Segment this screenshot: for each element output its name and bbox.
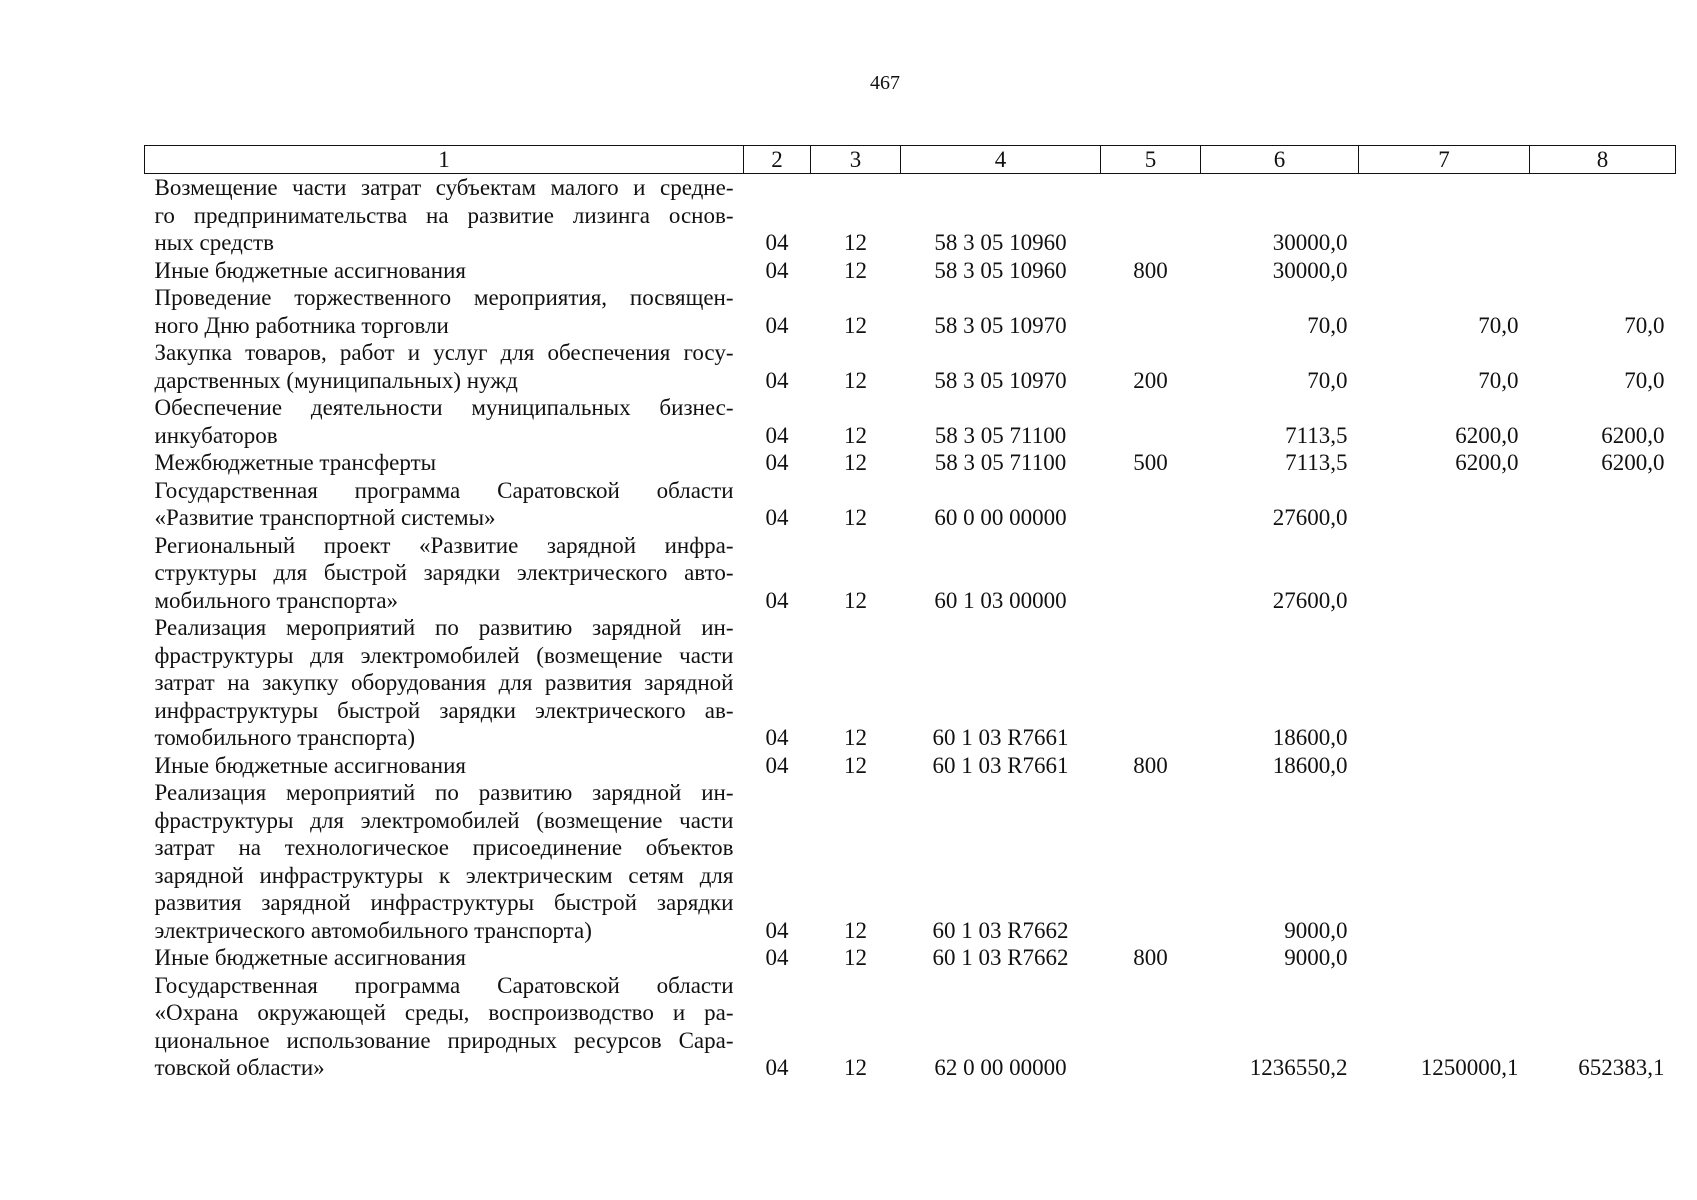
subsection-code: 12 [844,367,867,393]
table-row [145,394,1676,449]
description-line: томобильного транспорта) [154,725,416,750]
row-description [145,284,744,339]
description-line: развития зарядной инфраструктуры быстрой зарядки [154,890,734,915]
description-line: Проведение торжественного мероприятия, посвящен- [154,285,734,310]
column-header-3: 3 [811,146,901,174]
subsection-code: 12 [844,1055,867,1080]
amount-col6: 7113,5 [1285,450,1348,475]
table-body [145,174,1676,1082]
description-line: Возмещение части затрат субъектам малого и средне- [154,175,734,200]
description-line: «Охрана окружающей среды, воспроизводство и ра- [154,1000,734,1025]
amount-col7 [1359,257,1530,285]
column-header-8: 8 [1530,146,1676,174]
section-code: 04 [765,587,789,613]
amount-col7: 1250000,1 [1420,1055,1519,1080]
description-line: зарядной инфраструктуры к электрическим сетям для [154,862,734,888]
amount-col8 [1530,752,1676,780]
table-row [145,532,1676,615]
column-header-4: 4 [901,146,1101,174]
table-row [145,284,1676,339]
description-line: Закупка товаров, работ и услуг для обеспечения госу- [154,340,734,365]
description-line: мобильного транспорта» [154,587,399,613]
expense-type-code [1101,532,1201,615]
amount-col6: 70,0 [1307,367,1348,393]
subsection-code: 12 [844,945,867,970]
description-line: инкубаторов [154,422,278,448]
target-article-code: 60 1 03 00000 [934,587,1067,613]
amount-col6: 30000,0 [1272,257,1348,283]
description-line: Региональный проект «Развитие зарядной инфра- [154,532,734,558]
description-line: циональное использование природных ресурсов Сара- [154,1027,734,1053]
table-row [145,339,1676,394]
row-description [145,614,744,752]
table-header [145,146,1676,174]
subsection-code: 12 [844,450,867,475]
expense-type-code [1101,779,1201,944]
amount-col7 [1359,532,1530,615]
description-line: ных средств [154,230,274,255]
expense-type-code: 800 [1133,257,1168,283]
row-description [145,174,744,257]
section-code: 04 [765,917,789,943]
column-header-1: 1 [145,146,744,174]
description-line: Государственная программа Саратовской области [154,477,734,503]
description-line: Межбюджетные трансферты [154,450,437,475]
amount-col8: 70,0 [1624,367,1665,393]
section-code: 04 [765,945,789,970]
amount-col6: 18600,0 [1272,725,1348,750]
amount-col8 [1530,174,1676,257]
amount-col8 [1530,779,1676,944]
subsection-code: 12 [844,725,867,750]
subsection-code: 12 [844,505,867,530]
description-line: фраструктуры для электромобилей (возмещение части [154,807,734,833]
expense-type-code [1101,477,1201,532]
column-header-6: 6 [1201,146,1359,174]
amount-col6: 9000,0 [1284,945,1348,970]
amount-col6: 27600,0 [1272,587,1348,613]
subsection-code: 12 [844,230,867,255]
expense-type-code: 800 [1133,752,1168,778]
amount-col8: 70,0 [1624,312,1665,338]
row-description [145,339,744,394]
table-row [145,779,1676,944]
row-description [145,394,744,449]
description-line: Иные бюджетные ассигнования [154,257,466,283]
expense-type-code [1101,614,1201,752]
description-line: Иные бюджетные ассигнования [154,945,466,970]
description-line: ного Дню работника торговли [154,312,449,338]
amount-col7: 6200,0 [1455,422,1519,448]
amount-col7 [1359,614,1530,752]
column-header-5: 5 [1101,146,1201,174]
amount-col8 [1530,477,1676,532]
section-code: 04 [765,257,789,283]
description-line: фраструктуры для электромобилей (возмещение части [154,642,734,668]
description-line: затрат на закупку оборудования для развития зарядной [154,670,734,695]
table-row [145,972,1676,1082]
target-article-code: 60 1 03 R7662 [932,917,1069,943]
target-article-code: 60 1 03 R7662 [932,945,1069,970]
amount-col8: 6200,0 [1601,450,1665,475]
section-code: 04 [765,367,789,393]
amount-col7 [1359,779,1530,944]
section-code: 04 [765,1055,789,1080]
subsection-code: 12 [844,587,867,613]
table-row [145,614,1676,752]
table-row [145,944,1676,972]
target-article-code: 58 3 05 10970 [934,312,1067,338]
subsection-code: 12 [844,257,867,283]
description-line: Государственная программа Саратовской области [154,972,734,998]
target-article-code: 60 0 00 00000 [934,505,1067,530]
budget-table [144,145,1676,1082]
amount-col7 [1359,944,1530,972]
table-row [145,477,1676,532]
section-code: 04 [765,752,789,778]
expense-type-code: 200 [1133,367,1168,393]
target-article-code: 62 0 00 00000 [934,1055,1067,1080]
row-description [145,449,744,477]
description-line: Иные бюджетные ассигнования [154,752,466,778]
row-description [145,779,744,944]
amount-col7: 70,0 [1478,367,1519,393]
description-line: электрического автомобильного транспорта) [154,917,592,943]
amount-col7 [1359,477,1530,532]
subsection-code: 12 [844,312,867,338]
amount-col8 [1530,532,1676,615]
header-row [145,146,1676,174]
description-line: товской области» [154,1055,325,1080]
amount-col6: 9000,0 [1284,917,1348,943]
description-line: го предпринимательства на развитие лизинга основ- [154,202,734,228]
section-code: 04 [765,450,789,475]
row-description [145,944,744,972]
section-code: 04 [765,312,789,338]
table-row [145,257,1676,285]
amount-col6: 27600,0 [1272,505,1348,530]
target-article-code: 60 1 03 R7661 [932,752,1069,778]
section-code: 04 [765,505,789,530]
target-article-code: 58 3 05 10960 [934,230,1067,255]
section-code: 04 [765,725,789,750]
amount-col8: 6200,0 [1601,422,1665,448]
expense-type-code: 800 [1133,945,1168,970]
description-line: Реализация мероприятий по развитию зарядной ин- [154,780,734,805]
amount-col6: 18600,0 [1272,752,1348,778]
target-article-code: 60 1 03 R7661 [932,725,1069,750]
amount-col7: 6200,0 [1455,450,1519,475]
subsection-code: 12 [844,422,867,448]
description-line: затрат на технологическое присоединение объектов [154,835,734,860]
target-article-code: 58 3 05 10960 [934,257,1067,283]
table-row [145,752,1676,780]
row-description [145,752,744,780]
amount-col7 [1359,752,1530,780]
target-article-code: 58 3 05 10970 [934,367,1067,393]
description-line: дарственных (муниципальных) нужд [154,367,518,393]
target-article-code: 58 3 05 71100 [934,450,1067,475]
description-line: инфраструктуры быстрой зарядки электрического ав- [154,697,734,723]
description-line: «Развитие транспортной системы» [154,505,496,530]
expense-type-code: 500 [1133,450,1168,475]
description-line: Обеспечение деятельности муниципальных бизнес- [154,395,734,420]
description-line: Реализация мероприятий по развитию зарядной ин- [154,615,734,640]
page-number: 467 [870,72,900,94]
subsection-code: 12 [844,917,867,943]
expense-type-code [1101,394,1201,449]
column-header-2: 2 [744,146,811,174]
section-code: 04 [765,230,789,255]
amount-col8 [1530,944,1676,972]
amount-col6: 1236550,2 [1249,1055,1348,1080]
target-article-code: 58 3 05 71100 [934,422,1067,448]
amount-col6: 70,0 [1307,312,1348,338]
row-description [145,477,744,532]
amount-col8 [1530,257,1676,285]
row-description [145,972,744,1082]
table-row [145,174,1676,257]
amount-col6: 30000,0 [1272,230,1348,255]
row-description [145,532,744,615]
expense-type-code [1101,284,1201,339]
amount-col7 [1359,174,1530,257]
table-row [145,449,1676,477]
expense-type-code [1101,174,1201,257]
subsection-code: 12 [844,752,867,778]
amount-col7: 70,0 [1478,312,1519,338]
row-description [145,257,744,285]
section-code: 04 [765,422,789,448]
amount-col8: 652383,1 [1578,1055,1665,1080]
column-header-7: 7 [1359,146,1530,174]
description-line: структуры для быстрой зарядки электрического авто- [154,560,734,585]
amount-col6: 7113,5 [1285,422,1348,448]
expense-type-code [1101,972,1201,1082]
amount-col8 [1530,614,1676,752]
